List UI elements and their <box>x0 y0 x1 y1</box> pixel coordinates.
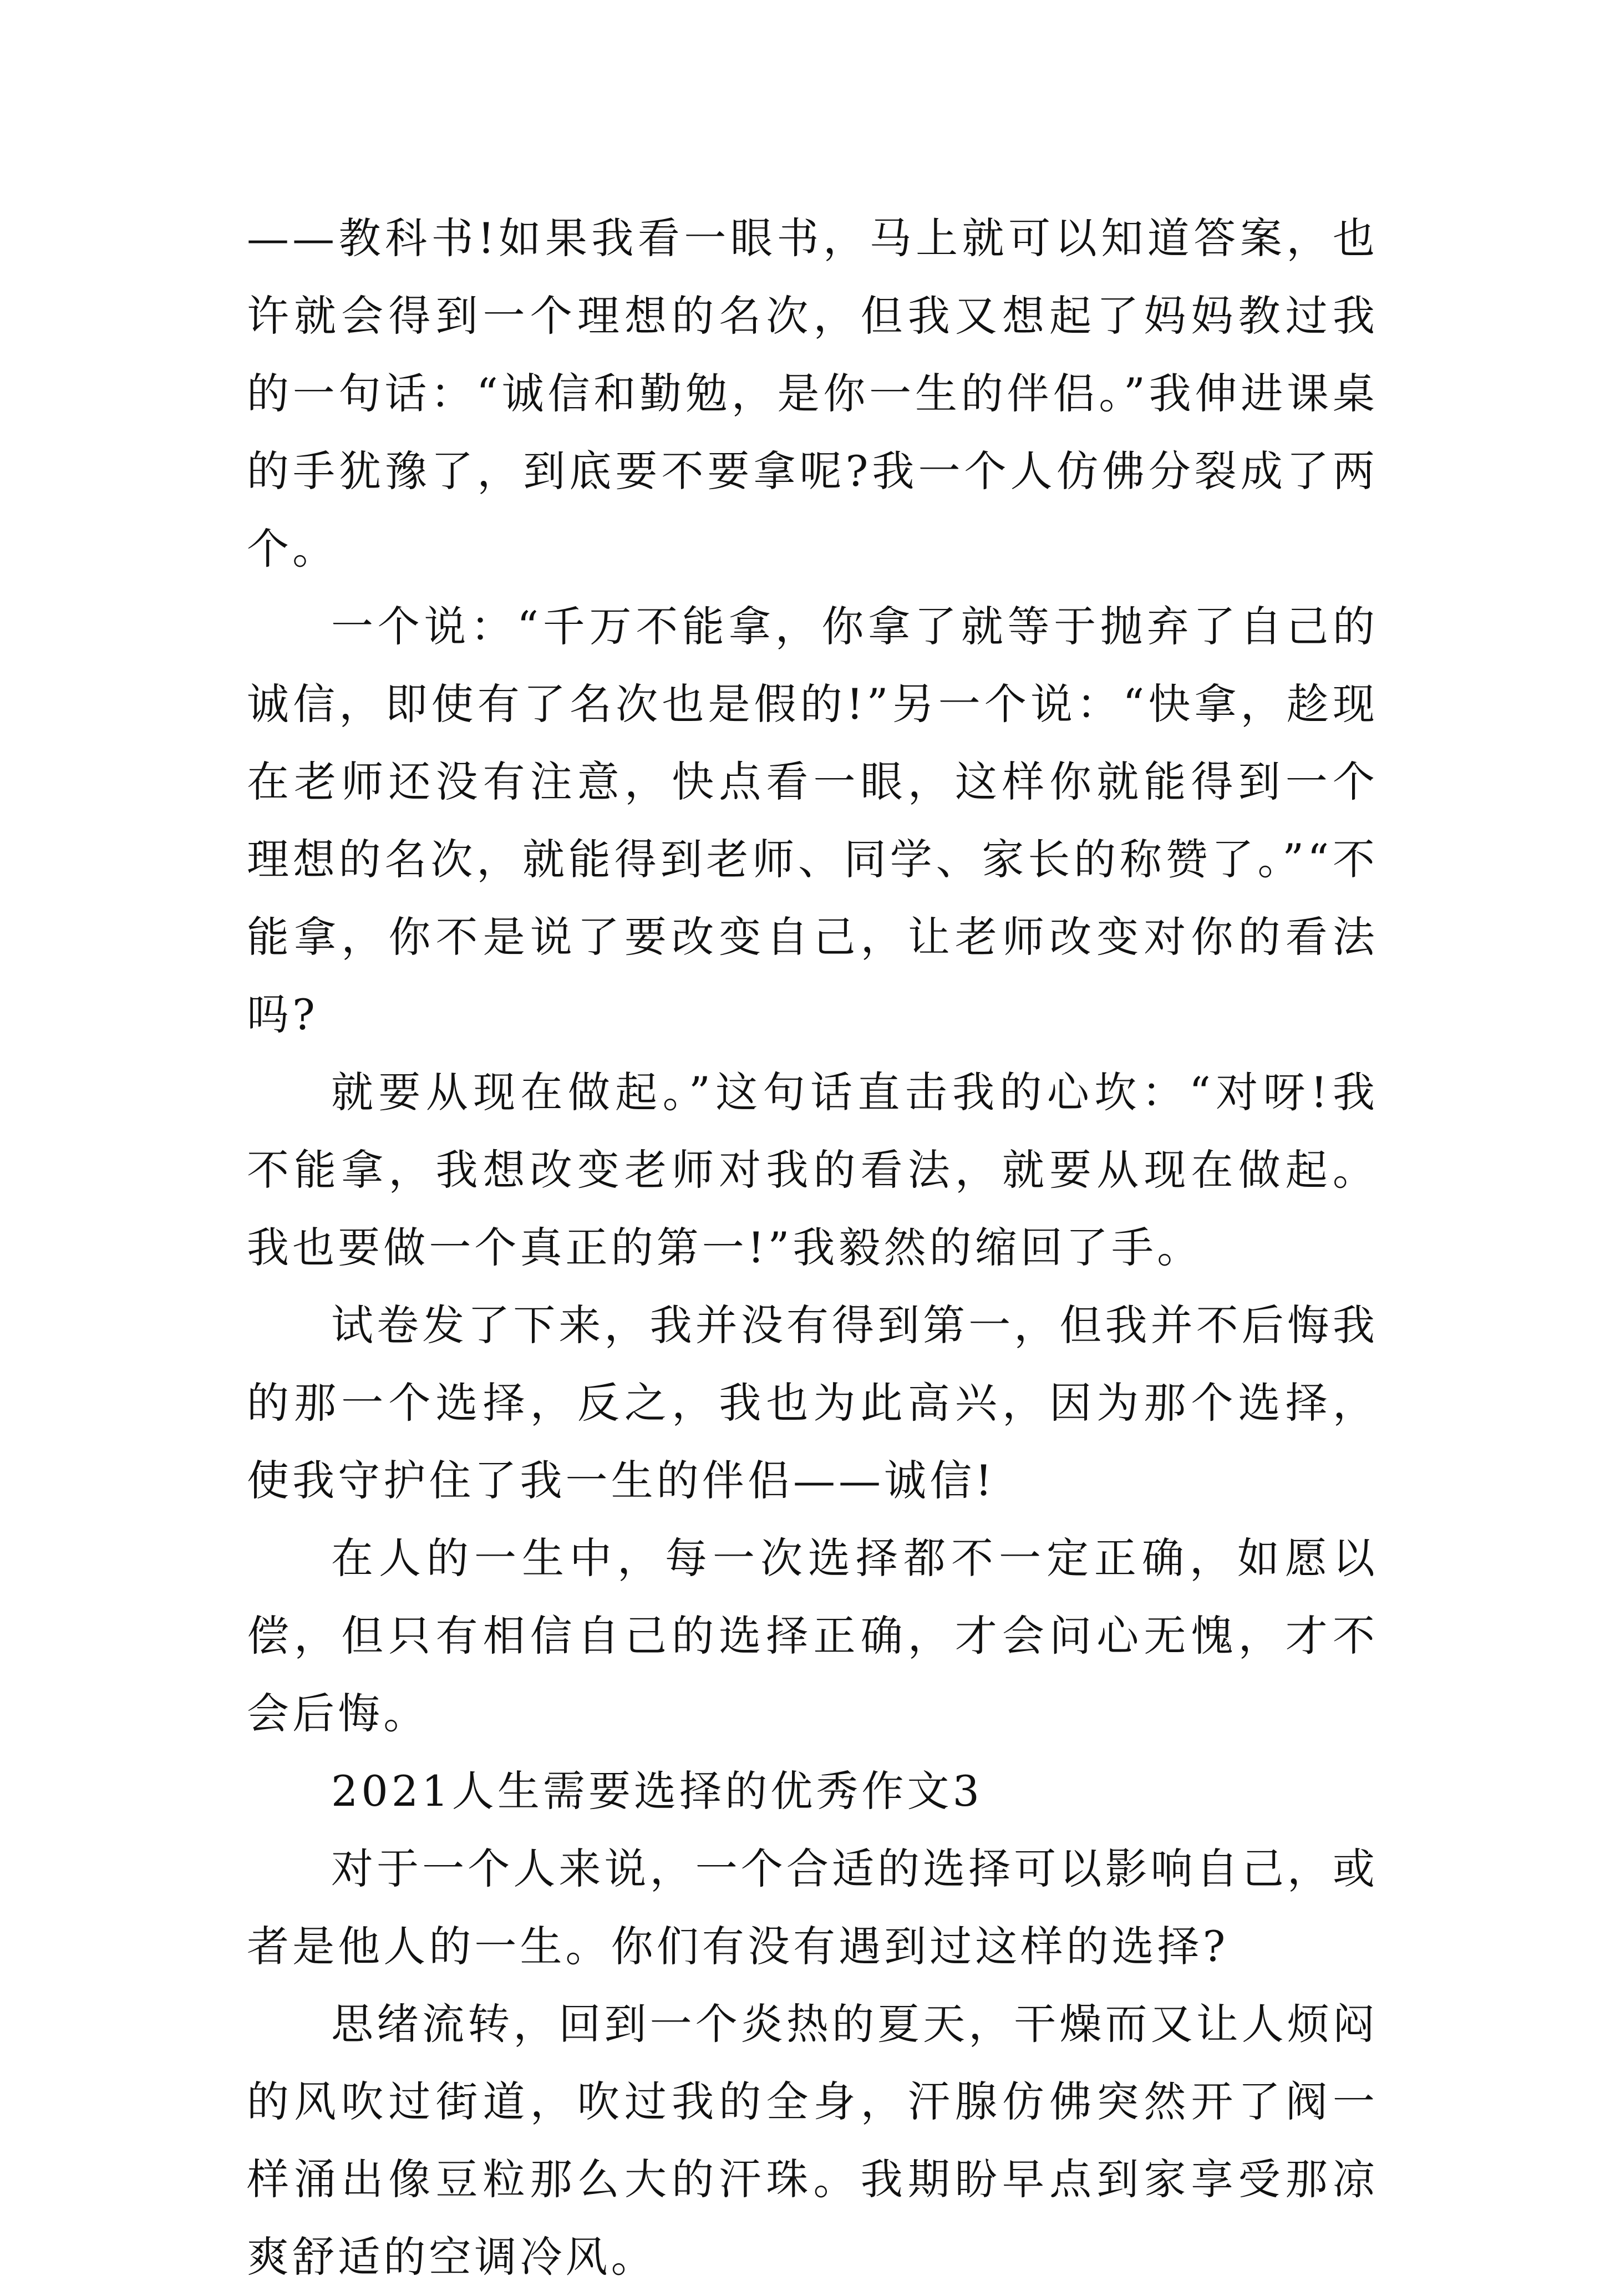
paragraph-6: 对于一个人来说，一个合适的选择可以影响自己，或者是他人的一生。你们有没有遇到过这样的选择? <box>247 1844 1378 1971</box>
paragraph-5: 在人的一生中，每一次选择都不一定正确，如愿以偿，但只有相信自己的选择正确，才会问心无愧，才不会后悔。 <box>247 1533 1378 1738</box>
paragraph-7: 思绪流转，回到一个炎热的夏天，干燥而又让人烦闷的风吹过街道，吹过我的全身，汗腺仿佛突然开了阀一样涌出像豆粒那么大的汗珠。我期盼早点到家享受那凉爽舒适的空调冷风。 <box>247 1999 1378 2282</box>
paragraph-2: 一个说：“千万不能拿，你拿了就等于抛弃了自己的诚信，即使有了名次也是假的!”另一个说：“快拿，趁现在老师还没有注意，快点看一眼，这样你就能得到一个理想的名次，就能得到老师、同学、家长的称赞了。”“不能拿，你不是说了要改变自己，让老师改变对你的看法吗? <box>247 602 1378 1039</box>
section-heading: 2021人生需要选择的优秀作文3 <box>331 1766 983 1816</box>
paragraph-3: 就要从现在做起。”这句话直击我的心坎：“对呀!我不能拿，我想改变老师对我的看法，就要从现在做起。我也要做一个真正的第一!”我毅然的缩回了手。 <box>247 1068 1378 1272</box>
paragraph-1: ——教科书!如果我看一眼书，马上就可以知道答案，也许就会得到一个理想的名次，但我又想起了妈妈教过我的一句话：“诚信和勤勉，是你一生的伴侣。”我伸进课桌的手犹豫了，到底要不要拿呢?我一个人仿佛分裂成了两个。 <box>247 214 1378 573</box>
document-body <box>247 200 1378 2296</box>
paragraph-4: 试卷发了下来，我并没有得到第一，但我并不后悔我的那一个选择，反之，我也为此高兴，因为那个选择，使我守护住了我一生的伴侣——诚信! <box>247 1301 1378 1505</box>
